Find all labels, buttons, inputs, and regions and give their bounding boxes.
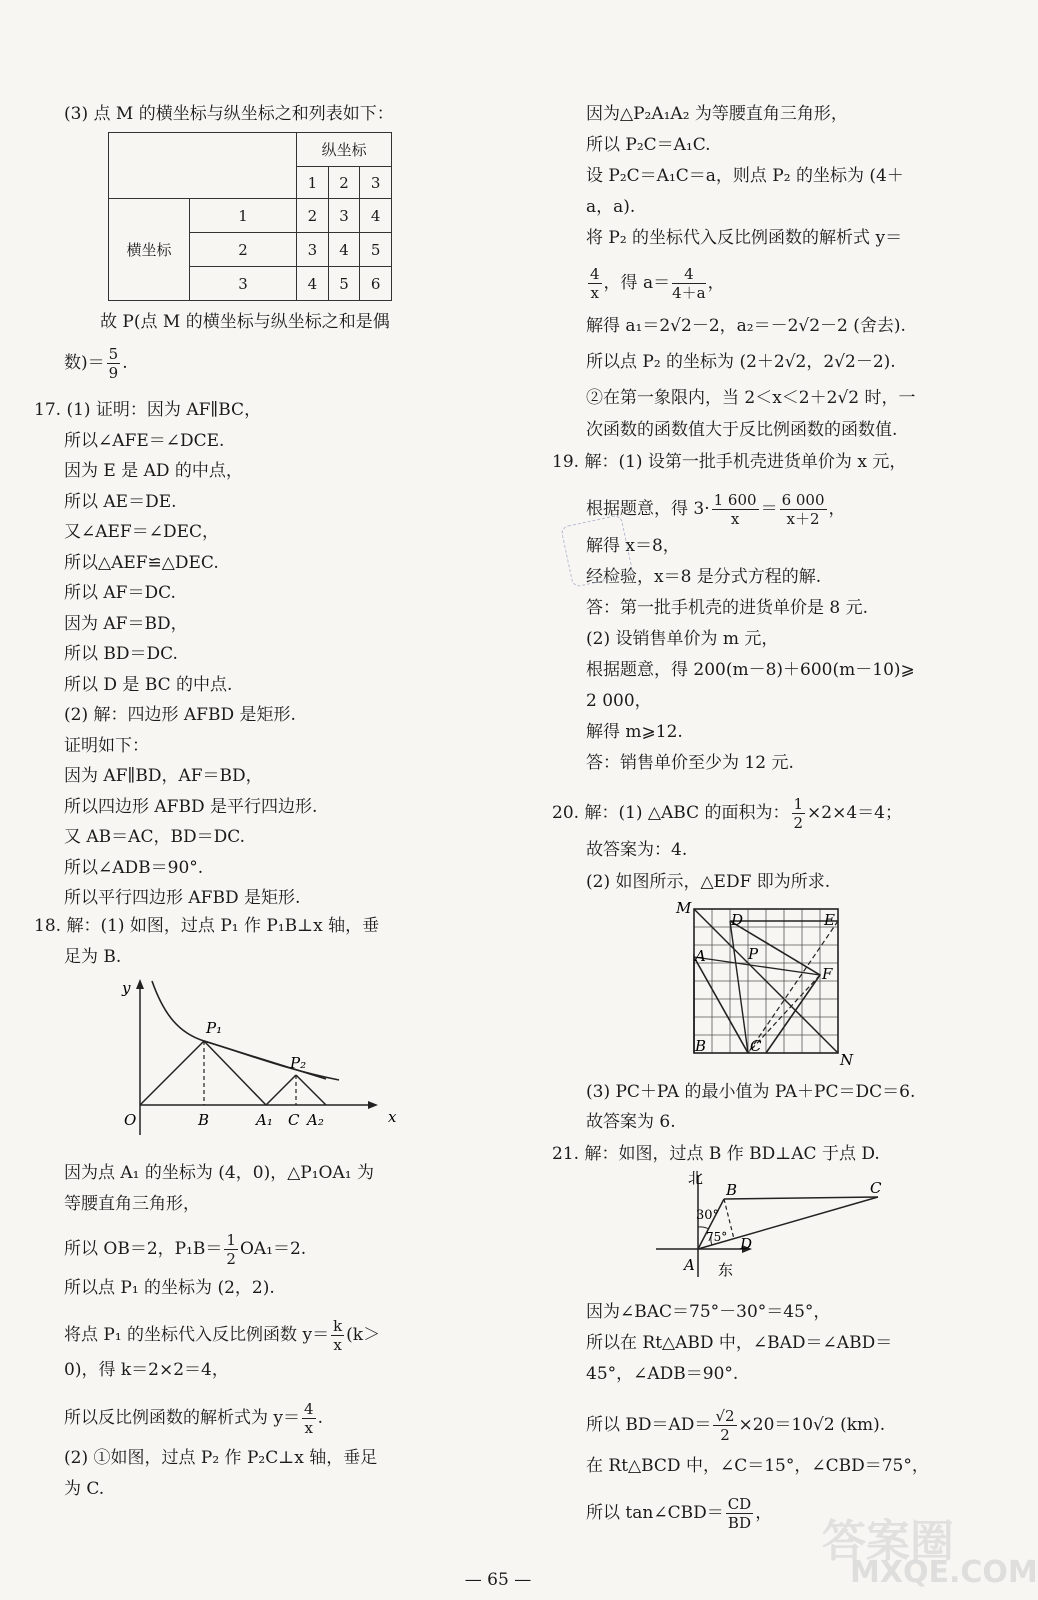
q17-line: 所以平行四边形 AFBD 是矩形. <box>64 888 301 908</box>
dc-line <box>730 921 748 1053</box>
q17-line: (2) 解：四边形 AFBD 是矩形. <box>64 705 296 725</box>
a1p2-line <box>266 1075 296 1105</box>
q17-line: 所以∠ADB＝90°. <box>64 857 204 878</box>
east-label: 东 <box>718 1261 734 1279</box>
q16-result: 数)＝ $\frac{5}{9}$ . <box>64 345 128 382</box>
q19-line1: 19. 解：(1) 设第一批手机壳进货单价为 x 元， <box>552 452 907 472</box>
p-label: P <box>748 945 759 963</box>
q17-line: 所以四边形 AFBD 是平行四边形. <box>64 796 318 817</box>
b-label: B <box>726 1181 738 1199</box>
fraction: $\frac{k}{x}$ <box>333 1317 343 1354</box>
r-line5: 将 P₂ 的坐标代入反比例函数的解析式 y＝ <box>586 228 903 248</box>
row-header: 横坐标 <box>109 199 190 301</box>
q19-line: 答：第一批手机壳的进货单价是 8 元. <box>586 598 869 618</box>
page-number: — 65 — <box>464 1570 532 1590</box>
cell: 4 <box>297 267 329 301</box>
angle30-arc <box>698 1227 709 1229</box>
f-label: F <box>822 965 833 983</box>
q17-line: 所以 AE＝DE. <box>64 491 177 512</box>
q18-line2: 足为 B. <box>64 947 122 967</box>
q17-line: 17. (1) 证明：因为 AF∥BC， <box>34 400 262 420</box>
sum-table <box>108 132 392 301</box>
c-label: C <box>288 1111 300 1129</box>
fraction: $\frac{4}{x}$ <box>590 265 600 302</box>
q18-line11: 为 C. <box>64 1479 105 1499</box>
b-label: B <box>695 1037 707 1055</box>
p2-label: P₂ <box>290 1054 307 1072</box>
q20-line3: (2) 如图所示，△EDF 即为所求. <box>586 872 831 892</box>
x-label: x <box>388 1108 397 1126</box>
fraction: $\frac{1}{2}$ <box>226 1231 236 1268</box>
d-label: D <box>740 1235 753 1253</box>
a2-label: A₂ <box>307 1111 324 1129</box>
cell: 3 <box>297 233 329 267</box>
q18-line8: 0)，得 k＝2×2＝4， <box>64 1360 229 1380</box>
q17-line: 所以 AF＝DC. <box>64 583 176 603</box>
cell: 4 <box>360 199 392 233</box>
col-header: 纵坐标 <box>297 133 392 167</box>
col-3: 3 <box>360 167 392 199</box>
fraction: $\frac{4}{4+a}$ <box>672 265 706 302</box>
q18-line10: (2) ①如图，过点 P₂ 作 P₂C⊥x 轴，垂足 <box>64 1448 378 1468</box>
c-label: C <box>750 1037 762 1055</box>
a-label: A <box>695 947 706 965</box>
q19-line: 解得 x＝8， <box>586 536 680 556</box>
q18-line5: 所以 OB＝2，P₁B＝ $\frac{1}{2}$ OA₁＝2. <box>64 1231 307 1268</box>
row-1-h: 1 <box>190 199 297 233</box>
q19-line2: 根据题意，得 3· $\frac{1 600}{x}$ ＝ $\frac{6 000}{x+2}$ ， <box>586 491 846 528</box>
p2a2-line <box>296 1075 326 1105</box>
q17-line: 所以 D 是 BC 的中点. <box>64 674 233 695</box>
cell: 5 <box>328 267 360 301</box>
r-line2: 所以 P₂C＝A₁C. <box>586 135 711 155</box>
cell: 6 <box>360 267 392 301</box>
q17-line: 因为 AF∥BD，AF＝BD， <box>64 766 263 786</box>
grid-figure <box>674 901 874 1071</box>
q17-line: 又 AB＝AC，BD＝DC. <box>64 827 246 847</box>
q20-line5: 故答案为 6. <box>586 1112 676 1132</box>
a1-label: A₁ <box>256 1111 273 1129</box>
stamp-mark <box>560 514 634 588</box>
op1-line <box>140 1041 204 1105</box>
hyperbola-graph <box>104 975 404 1145</box>
y-arrow-icon <box>136 979 144 989</box>
angle75-label: 75° <box>706 1230 728 1244</box>
triangle-edf <box>730 921 820 1053</box>
r-line9: ②在第一象限内，当 2＜x＜2＋2√2 时，一 <box>586 388 916 408</box>
r-line7: 解得 a₁＝2√2－2，a₂＝－2√2－2 (舍去). <box>586 316 906 336</box>
q16-part3: (3) 点 M 的横坐标与纵坐标之和列表如下： <box>64 104 394 124</box>
row-3-h: 3 <box>190 267 297 301</box>
r-line4: a，a). <box>586 197 636 217</box>
q18-line1: 18. 解：(1) 如图，过点 P₁ 作 P₁B⊥x 轴，垂 <box>34 916 380 936</box>
q19-line: 根据题意，得 200(m－8)＋600(m－10)⩾ <box>586 660 915 680</box>
q20-line2: 故答案为：4. <box>586 840 688 860</box>
q17-line: 因为 AF＝BD， <box>64 613 188 634</box>
r-line6: $\frac{4}{x}$ ，得 a＝ $\frac{4}{4+a}$ ， <box>590 265 725 302</box>
q17-line: 证明如下： <box>64 735 149 756</box>
fraction: $\frac{4}{x}$ <box>304 1400 314 1437</box>
q19-line: 解得 m⩾12. <box>586 722 683 742</box>
q21-line1: 21. 解：如图，过点 B 作 BD⊥AC 于点 D. <box>552 1144 880 1164</box>
m-label: M <box>676 899 692 917</box>
q21-line5: 所以 BD＝AD＝ $\frac{√2}{2}$ ×20＝10√2 (km). <box>586 1407 886 1444</box>
q19-line: 2 000， <box>586 691 652 711</box>
e-label: E <box>824 911 835 929</box>
q18-line3: 因为点 A₁ 的坐标为 (4，0)，△P₁OA₁ 为 <box>64 1163 374 1183</box>
q17-line: 因为 E 是 AD 的中点， <box>64 461 243 481</box>
cell: 2 <box>297 199 329 233</box>
fraction: $\frac{6 000}{x+2}$ <box>781 491 825 528</box>
watermark-url: MXQE.COM <box>850 1555 1038 1590</box>
o-label: O <box>124 1111 137 1129</box>
angle30-label: 30° <box>696 1208 720 1223</box>
north-label: 北 <box>688 1169 704 1187</box>
d-label: D <box>731 911 744 929</box>
q19-line: 答：销售单价至少为 12 元. <box>586 753 794 773</box>
bc-line <box>724 1197 878 1199</box>
b-label: B <box>198 1111 210 1129</box>
fraction: $\frac{√2}{2}$ <box>715 1407 735 1444</box>
fraction: $\frac{CD}{BD}$ <box>727 1495 752 1532</box>
q21-line7: 所以 tan∠CBD＝ $\frac{CD}{BD}$ ， <box>586 1495 773 1532</box>
r-line1: 因为△P₂A₁A₂ 为等腰直角三角形， <box>586 104 848 124</box>
q17-line: 所以△AEF≌△DEC. <box>64 552 219 573</box>
q17-line: 又∠AEF＝∠DEC， <box>64 522 220 542</box>
q21-line6: 在 Rt△BCD 中，∠C＝15°，∠CBD＝75°， <box>586 1456 929 1476</box>
q18-line6: 所以点 P₁ 的坐标为 (2，2). <box>64 1278 275 1298</box>
fraction: $\frac{5}{9}$ <box>108 345 119 382</box>
watermark-logo: 答案圈 <box>822 1516 954 1567</box>
a-label: A <box>684 1256 695 1274</box>
row-2-h: 2 <box>190 233 297 267</box>
table-corner <box>109 133 297 199</box>
q21-line2: 因为∠BAC＝75°－30°＝45°， <box>586 1302 831 1322</box>
q21-line3: 所以在 Rt△ABD 中，∠BAD＝∠ABD＝ <box>586 1333 893 1353</box>
q18-line9: 所以反比例函数的解析式为 y＝ $\frac{4}{x}$ . <box>64 1400 323 1437</box>
x-arrow-icon <box>368 1101 378 1109</box>
cell: 5 <box>360 233 392 267</box>
cell: 3 <box>328 199 360 233</box>
q17-line: 所以∠AFE＝∠DCE. <box>64 430 225 451</box>
q20-line4: (3) PC＋PA 的最小值为 PA＋PC＝DC＝6. <box>586 1082 916 1102</box>
y-label: y <box>122 979 131 997</box>
q18-line7: 将点 P₁ 的坐标代入反比例函数 y＝ $\frac{k}{x}$ (k＞ <box>64 1317 381 1354</box>
col-1: 1 <box>297 167 329 199</box>
q21-line4: 45°，∠ADB＝90°. <box>586 1364 739 1384</box>
q17-line: 所以 BD＝DC. <box>64 644 178 664</box>
p1-label: P₁ <box>206 1019 223 1037</box>
col-2: 2 <box>328 167 360 199</box>
fraction: $\frac{1}{2}$ <box>793 795 804 832</box>
q16-conclusion: 故 P(点 M 的横坐标与纵坐标之和是偶 <box>100 312 390 332</box>
c-label: C <box>870 1179 882 1197</box>
q19-line: (2) 设销售单价为 m 元， <box>586 629 779 649</box>
cell: 4 <box>328 233 360 267</box>
r-line3: 设 P₂C＝A₁C＝a，则点 P₂ 的坐标为 (4＋ <box>586 166 904 186</box>
q18-line4: 等腰直角三角形， <box>64 1194 200 1214</box>
n-label: N <box>840 1051 854 1069</box>
compass-figure <box>648 1167 898 1287</box>
r-line10: 次函数的函数值大于反比例函数的函数值. <box>586 420 898 440</box>
q19-line: 经检验，x＝8 是分式方程的解. <box>586 567 822 587</box>
r-line8: 所以点 P₂ 的坐标为 (2＋2√2，2√2－2). <box>586 352 896 372</box>
fraction: $\frac{1 600}{x}$ <box>713 491 757 528</box>
q20-line1: 20. 解：(1) △ABC 的面积为： $\frac{1}{2}$ ×2×4＝4； <box>552 795 902 832</box>
